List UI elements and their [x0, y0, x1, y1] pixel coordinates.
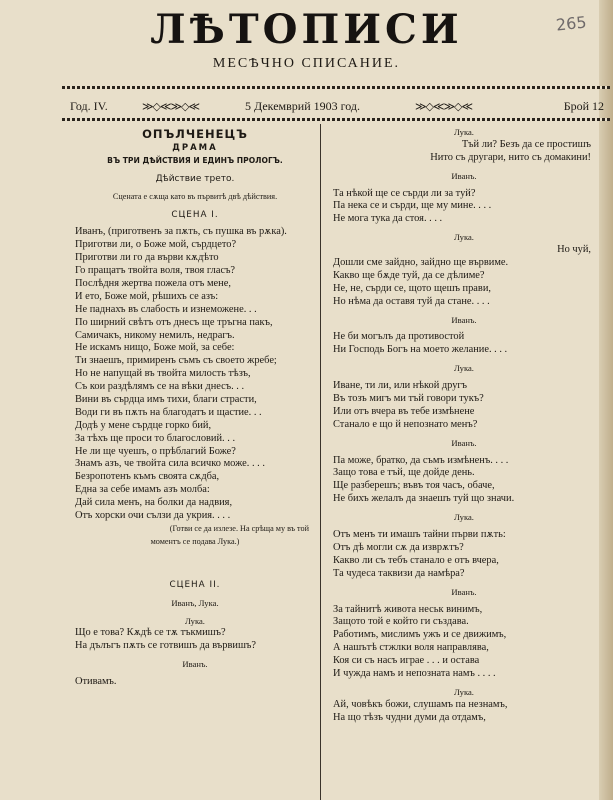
text-line: Отъ хорски очи сълзи да укрия. . . .	[75, 510, 231, 522]
text-line: Не паднахъ въ слабость и изнеможене. . .	[75, 303, 257, 315]
text-line: Но нѣма да оставя туй да стане. . . .	[333, 295, 490, 307]
text-line: Лука.	[454, 512, 474, 523]
text-line: Та чудеса таквизи да намѣра?	[333, 567, 465, 579]
text-line: Дѣйствие трето.	[155, 173, 235, 184]
handwritten-page-number: 265	[555, 12, 588, 35]
text-line: Какво ще бѫде туй, да се дѣлиме?	[333, 269, 485, 281]
text-line: Та нѣкой ще се сърди ли за туй?	[333, 187, 476, 199]
text-line: Не би могълъ да противостой	[333, 331, 465, 343]
header-rule-top	[62, 86, 610, 89]
text-line: Тъй ли? Безъ да се простишъ	[461, 138, 591, 150]
text-line: А нашътѣ стжлки воля направлява,	[333, 642, 489, 654]
text-line: Ще разберешъ; въвъ тоя часъ, обаче,	[333, 480, 495, 492]
text-line: Работимъ, мислимъ ужъ и се движимъ,	[333, 629, 507, 641]
text-line: Иванъ, (приготвенъ за пѫть, съ пушка въ рѫка).	[75, 226, 287, 238]
text-line: И ето, Боже мой, рѣшихъ се азъ:	[75, 290, 219, 302]
text-line: Лука.	[185, 615, 205, 626]
right-column	[333, 126, 595, 725]
text-line: Лука.	[454, 363, 474, 374]
header-rule-bottom	[62, 118, 610, 121]
text-line: Иванъ.	[182, 659, 208, 670]
text-line: На що тѣзъ чудни думи да отдамъ,	[333, 711, 486, 723]
text-line: Въ тозъ мигъ ми тъй говори тукъ?	[333, 393, 484, 405]
text-line: Иванъ.	[451, 170, 477, 181]
text-line: Не мога тука да стоя. . . .	[333, 213, 443, 225]
text-line: Додѣ у мене сърдце горко бий,	[75, 419, 212, 431]
text-line: ВЪ ТРИ ДѢЙСТВИЯ И ЕДИНЪ ПРОЛОГЪ.	[107, 155, 283, 165]
text-line: Не, не, сърди се, щото щешъ прави,	[333, 282, 491, 294]
text-line: Отъ дѣ могли сѫ да изврѫтъ?	[333, 541, 464, 553]
text-line: (Готви се да излезе. На срѣща му въ той	[169, 523, 309, 533]
text-line: СЦЕНА I.	[171, 209, 219, 220]
text-line: Сцената е сѫща като въ първитѣ двѣ дѣйствия.	[112, 191, 278, 201]
text-line: Съ кои раздѣлямъ се на вѣки днесъ. . .	[75, 381, 245, 393]
text-line: Една за себе имамъ азъ молба:	[75, 484, 210, 496]
text-line: Иване, ти ли, или нѣкой другъ	[333, 380, 468, 392]
ornament-left: ≫◇≪≫◇≪	[142, 101, 199, 113]
text-line: Какво ли съ тебъ станало е отъ вчера,	[333, 554, 499, 566]
issue-number: Брой 12	[563, 99, 604, 113]
issue-year: Год. IV.	[70, 99, 108, 113]
text-line: Не ли ще чуешъ, о прѣблагий Боже?	[75, 445, 236, 457]
text-line: СЦЕНА II.	[169, 579, 221, 590]
text-line: Лука.	[454, 127, 474, 137]
issue-date: 5 Декемврий 1903 год.	[245, 99, 361, 113]
text-line: Вини въ сърдца имъ тихи, благи страсти,	[75, 394, 257, 406]
text-line: Знамъ азъ, че твойта сила всичко може. . . .	[75, 458, 265, 470]
text-line: Що е това? Кѫдѣ се тѫ тъкмишъ?	[75, 627, 226, 639]
text-line: По ширний свѣтъ отъ днесъ ще тръгна пакъ,	[75, 316, 273, 328]
text-line: Па може, братко, да съмъ измѣненъ. . . .	[333, 454, 509, 466]
text-line: На дълъгъ пѫть се готвишъ да вървишъ?	[75, 640, 256, 652]
text-line: За тѣхъ ще проси то благословий. . .	[75, 432, 236, 444]
text-line: Ти знаешъ, примиренъ съмъ съ своето жребе;	[75, 355, 277, 367]
text-line: моментъ се подава Лука.)	[150, 536, 240, 546]
text-line: Не бихъ желалъ да знаешъ туй що значи.	[333, 493, 515, 505]
text-line: Послѣдня жертва пожела отъ мене,	[75, 278, 231, 290]
text-line: ОПЪЛЧЕНЕЦЪ	[142, 127, 248, 141]
text-line: ДРАМА	[172, 143, 218, 153]
text-line: Или отъ вчера въ тебе измѣнене	[333, 405, 475, 417]
text-line: Иванъ.	[451, 586, 477, 597]
text-line: Безропотенъ къмъ своята сѫдба,	[75, 471, 220, 483]
text-line: Защо това е тъй, ще дойде день.	[333, 467, 475, 479]
ornament-right: ≫◇≪≫◇≪	[415, 101, 472, 113]
text-line: Ни Господь Богъ на моето желание. . . .	[333, 344, 508, 356]
text-line: Лука.	[454, 686, 474, 697]
text-line: Иванъ.	[451, 437, 477, 448]
text-line: Не искамъ нищо, Боже мой, за себе:	[75, 342, 235, 354]
text-line: Нито съ другари, нито съ домакини!	[430, 151, 591, 163]
text-line: Дай сила менъ, на болки да надвия,	[75, 497, 233, 509]
text-line: Иванъ, Лука.	[171, 597, 219, 608]
text-line: Но не напущай въ твойта милость тѣзъ,	[75, 368, 251, 380]
text-line: Отъ менъ ти имашъ тайни първи пѫть:	[333, 529, 506, 541]
text-line: Самичакъ, никому немилъ, недрагъ.	[75, 329, 235, 341]
text-line: Го пращатъ твойта воля, твоя гласъ?	[75, 265, 236, 277]
text-line: Иванъ.	[451, 314, 477, 325]
masthead-title: ЛѢТОПИСИ	[150, 6, 463, 53]
text-line: Защото той е който ги създава.	[333, 616, 469, 628]
text-line: За тайнитѣ живота неськ винимъ,	[333, 603, 483, 615]
text-line: Дошли сме зайдно, зайдно ще вървиме.	[333, 257, 509, 269]
text-line: Отивамъ.	[75, 676, 117, 688]
text-line: Па нека се и сърди, ще му мине. . . .	[333, 200, 492, 212]
text-line: Ай, човѣкъ божи, слушамъ па незнамъ,	[333, 698, 508, 710]
text-line: Води ги въ пѫть на благодатъ и щастие. . .	[75, 406, 262, 418]
text-line: И чужда намъ и непозната намъ . . . .	[333, 667, 496, 679]
left-column	[75, 126, 315, 689]
text-line: Лука.	[454, 232, 474, 243]
text-line: Приготви ли, о Боже мой, сърдцето?	[75, 239, 237, 251]
text-line: Станало е що й непознато менъ?	[333, 418, 478, 430]
text-line: Коя си съ насъ играе . . . и остава	[333, 655, 480, 667]
masthead-subtitle: МЕСѢЧНО СПИСАНИЕ.	[212, 56, 401, 71]
text-line	[75, 549, 315, 579]
text-line: Приготви ли го да върви кѫдѣто	[75, 252, 219, 264]
column-divider	[320, 124, 321, 800]
text-line: Но чуй,	[557, 244, 591, 256]
